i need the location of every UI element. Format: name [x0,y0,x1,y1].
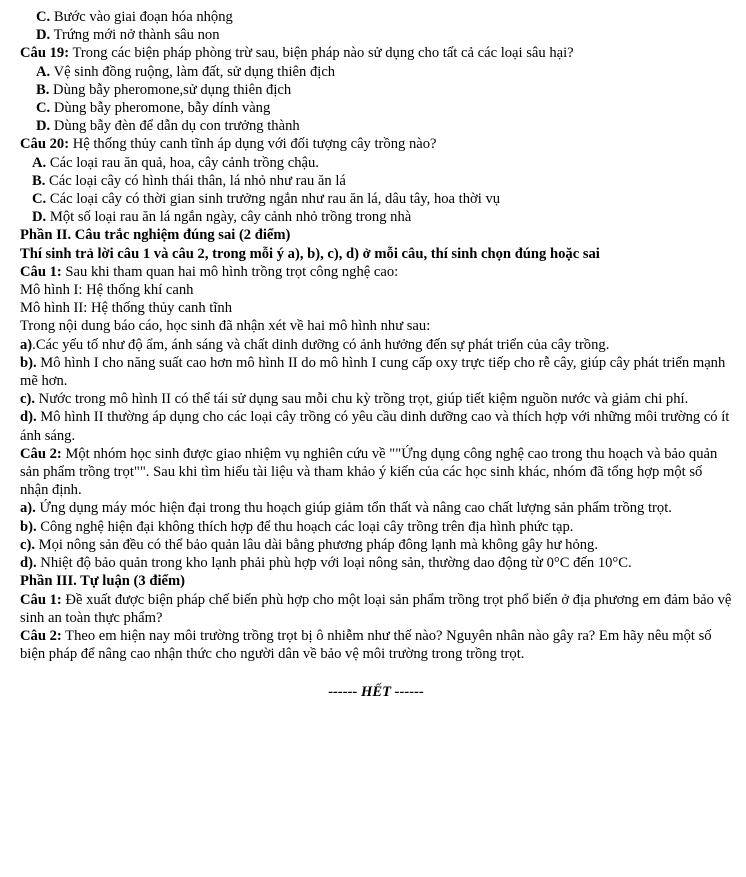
end-marker: ------ HẾT ------ [328,684,424,701]
q19-option-b: B. Dùng bẫy pheromone,sử dụng thiên địch [36,81,292,98]
q18-option-c: C. Bước vào giai đoạn hóa nhộng [36,9,233,25]
model-1: Mô hình I: Hệ thống khí canh [20,282,194,299]
report-intro: Trong nội dung báo cáo, học sinh đã nhận xét về hai mô hình như sau: [20,318,431,335]
q18-option-d: D. Trứng mới nở thành sâu non [36,27,220,44]
q20-option-a: A. Các loại rau ăn quả, hoa, cây cảnh trồng chậu. [32,154,319,171]
part2-question-1: Câu 1: Sau khi tham quan hai mô hình trồng trọt công nghệ cao: [20,263,399,280]
p2q1-statement-d: d). Mô hình II thường áp dụng cho các loại cây trồng có yêu cầu dinh dưỡng cao và thích hợp với những môi trường có ít ánh sáng. [20,409,730,444]
part3-question-2: Câu 2: Theo em hiện nay môi trường trồng trọt bị ô nhiễm như thế nào? Nguyên nhân nào gây ra? Em hãy nêu một số biện pháp để nâng cao nhận thức cho người dân về bảo vệ môi trường trong trồng trọt. [20,627,712,663]
question-20: Câu 20: Hệ thống thủy canh tĩnh áp dụng với đối tượng cây trồng nào? [20,136,437,153]
question-19: Câu 19: Trong các biện pháp phòng trừ sau, biện pháp nào sử dụng cho tất cả các loại sâu hại? [20,45,574,62]
q19-option-c: C. Dùng bẫy pheromone, bẫy dính vàng [36,100,271,117]
p2q2-statement-d: d). Nhiệt độ bảo quản trong kho lạnh phải phù hợp với loại nông sản, thường dao động từ 0°C đến 10°C. [20,555,632,572]
model-2: Mô hình II: Hệ thống thủy canh tĩnh [20,300,232,317]
q20-option-b: B. Các loại cây có hình thái thân, lá nhỏ như rau ăn lá [32,172,346,189]
q20-option-c: C. Các loại cây có thời gian sinh trưởng ngắn như rau ăn lá, dâu tây, hoa thời vụ [32,191,501,208]
p2q2-statement-b: b). Công nghệ hiện đại không thích hợp để thu hoạch các loại cây trồng trên địa hình phức tạp. [20,518,574,535]
q19-option-a: A. Vệ sinh đồng ruộng, làm đất, sử dụng thiên địch [36,63,336,80]
part2-heading: Phần II. Câu trắc nghiệm đúng sai (2 điểm) [20,227,291,244]
p2q2-statement-c: c). Mọi nông sản đều có thể bảo quản lâu dài bằng phương pháp đông lạnh mà không gây hư hỏng. [20,536,598,553]
part3-heading: Phần III. Tự luận (3 điểm) [20,573,186,590]
p2q1-statement-a: a).Các yếu tố như độ ẩm, ánh sáng và chất dinh dưỡng có ảnh hưởng đến sự phát triển của cây trồng. [20,336,610,353]
part2-instruction: Thí sinh trả lời câu 1 và câu 2, trong mỗi ý a), b), c), d) ở mỗi câu, thí sinh chọn đúng hoặc sai [20,245,600,262]
p2q1-statement-c: c). Nước trong mô hình II có thể tái sử dụng sau mỗi chu kỳ trồng trọt, giúp tiết kiệm nguồn nước và giảm chi phí. [20,391,689,408]
p2q1-statement-b: b). Mô hình I cho năng suất cao hơn mô hình II do mô hình I cung cấp oxy trực tiếp cho rễ cây, giúp cây phát triển mạnh mẽ hơn. [20,354,726,390]
p2q2-statement-a: a). Ứng dụng máy móc hiện đại trong thu hoạch giúp giảm tổn thất và nâng cao chất lượng sản phẩm trồng trọt. [20,500,672,517]
q19-option-d: D. Dùng bẫy đèn để dẫn dụ con trưởng thành [36,118,300,135]
q20-option-d: D. Một số loại rau ăn lá ngắn ngày, cây cảnh nhỏ trồng trong nhà [32,209,412,226]
part2-question-2: Câu 2: Một nhóm học sinh được giao nhiệm vụ nghiên cứu về ""Ứng dụng công nghệ cao trong thu hoạch và bảo quản sản phẩm trồng trọt"". Sau khi tìm hiểu tài liệu và tham khảo ý kiến của các học sinh khác, nhóm đã tổng hợp một số nhận định. [20,445,718,499]
part3-question-1: Câu 1: Đề xuất được biện pháp chế biến phù hợp cho một loại sản phẩm trồng trọt phổ biến ở địa phương em đảm bảo vệ sinh an toàn thực phẩm? [20,591,732,626]
